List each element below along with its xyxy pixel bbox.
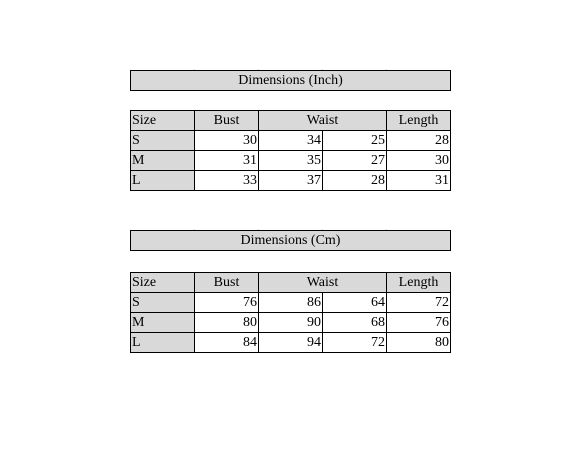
- table-row: [131, 293, 451, 313]
- waist-cell: 35: [259, 151, 323, 171]
- size-cell: L: [131, 333, 195, 353]
- table-row: [131, 171, 451, 191]
- table-row: [131, 333, 451, 353]
- waist-cell: 90: [259, 313, 323, 333]
- table-title-inch: Dimensions (Inch): [130, 70, 451, 91]
- bust-cell: 76: [195, 293, 259, 313]
- size-cell: S: [131, 131, 195, 151]
- waist-cell: 72: [323, 333, 387, 353]
- waist-cell: 37: [259, 171, 323, 191]
- header-bust: Bust: [195, 111, 259, 131]
- waist-cell: 86: [259, 293, 323, 313]
- bust-cell: 31: [195, 151, 259, 171]
- table-row: [131, 313, 451, 333]
- waist-cell: 28: [323, 171, 387, 191]
- size-cell: S: [131, 293, 195, 313]
- table-row: [131, 131, 451, 151]
- dimensions-table-cm: [130, 272, 451, 353]
- waist-cell: 64: [323, 293, 387, 313]
- waist-cell: 27: [323, 151, 387, 171]
- table-title-cm: Dimensions (Cm): [130, 230, 451, 251]
- dimensions-table-inch: [130, 110, 451, 191]
- header-length: Length: [387, 111, 451, 131]
- length-cell: 31: [387, 171, 451, 191]
- table-row: [131, 151, 451, 171]
- size-cell: M: [131, 313, 195, 333]
- waist-cell: 68: [323, 313, 387, 333]
- bust-cell: 33: [195, 171, 259, 191]
- length-cell: 28: [387, 131, 451, 151]
- size-cell: M: [131, 151, 195, 171]
- header-row: [131, 273, 451, 293]
- size-cell: L: [131, 171, 195, 191]
- header-row: [131, 111, 451, 131]
- bust-cell: 84: [195, 333, 259, 353]
- length-cell: 30: [387, 151, 451, 171]
- header-size: Size: [131, 273, 195, 293]
- waist-cell: 34: [259, 131, 323, 151]
- header-waist: Waist: [259, 111, 387, 131]
- length-cell: 76: [387, 313, 451, 333]
- bust-cell: 30: [195, 131, 259, 151]
- length-cell: 72: [387, 293, 451, 313]
- header-waist: Waist: [259, 273, 387, 293]
- bust-cell: 80: [195, 313, 259, 333]
- waist-cell: 94: [259, 333, 323, 353]
- header-length: Length: [387, 273, 451, 293]
- header-bust: Bust: [195, 273, 259, 293]
- length-cell: 80: [387, 333, 451, 353]
- waist-cell: 25: [323, 131, 387, 151]
- header-size: Size: [131, 111, 195, 131]
